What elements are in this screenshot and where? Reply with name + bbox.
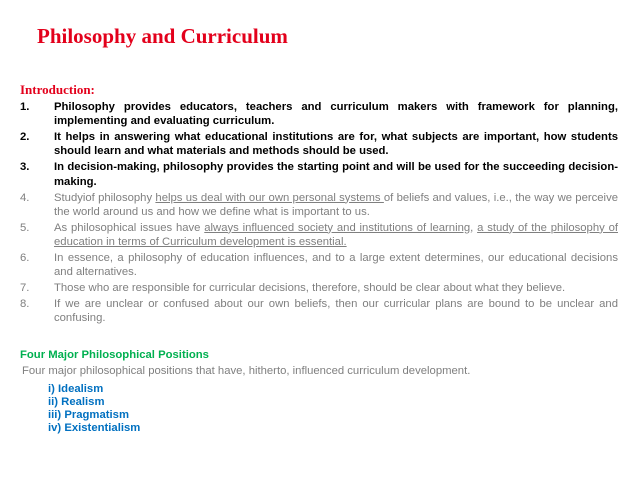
point-number: 6. [20, 251, 30, 264]
point-number: 7. [20, 282, 30, 295]
positions-list [48, 383, 140, 435]
point-item [20, 100, 618, 129]
point-number: 8. [20, 298, 30, 311]
point-text: In decision-making, philosophy provides the starting point and will be used for the succeeding decision-making. [54, 161, 618, 188]
point-item [20, 191, 618, 220]
position-item: i) Idealism [48, 383, 104, 395]
section-heading: Four Major Philosophical Positions [20, 349, 209, 361]
point-text: As philosophical issues have always influenced society and institutions of learning, a study of the philosophy of education in terms of Curriculum development is essential. [54, 221, 618, 249]
point-text: If we are unclear or confused about our own beliefs, then our curricular plans are bound to be unclear and confusing. [54, 298, 618, 325]
point-text: Those who are responsible for curricular decisions, therefore, should be clear about what they believe. [54, 282, 566, 295]
point-item [20, 251, 618, 280]
point-number: 3. [20, 161, 30, 174]
slide-title: Philosophy and Curriculum [37, 24, 288, 48]
underlined-phrase: a study of the philosophy of education in terms of Curriculum development is essential. [54, 221, 618, 249]
point-number: 2. [20, 131, 30, 144]
points-list [20, 100, 618, 327]
point-number: 4. [20, 191, 30, 204]
underlined-phrase: always influenced society and institutions of learning [204, 221, 471, 234]
point-item [20, 221, 618, 250]
point-text: Philosophy provides educators, teachers and curriculum makers with framework for planning, implementing and evaluating curriculum. [54, 101, 618, 128]
point-text: In essence, a philosophy of education influences, and to a large extent determines, our educational decisions and alternatives. [54, 251, 618, 279]
point-item [20, 297, 618, 326]
underlined-phrase: helps us deal with our own personal systems [155, 191, 384, 204]
point-text: It helps in answering what educational institutions are for, what subjects are important, how students should learn and what materials and methods should be used. [54, 131, 618, 158]
point-item [20, 281, 618, 295]
position-item: iv) Existentialism [48, 422, 141, 434]
point-text: Studyiof philosophy helps us deal with our own personal systems of beliefs and values, i.e., the way we perceive the world around us and how we define what is important to us. [54, 191, 618, 218]
point-number: 5. [20, 221, 30, 234]
position-item: ii) Realism [48, 396, 105, 408]
section-intro: Four major philosophical positions that have, hitherto, influenced curriculum development. [22, 365, 471, 377]
point-item [20, 130, 618, 159]
introduction-label: Introduction: [20, 82, 95, 97]
point-item [20, 160, 618, 189]
position-item: iii) Pragmatism [48, 409, 129, 421]
point-number: 1. [20, 101, 30, 113]
